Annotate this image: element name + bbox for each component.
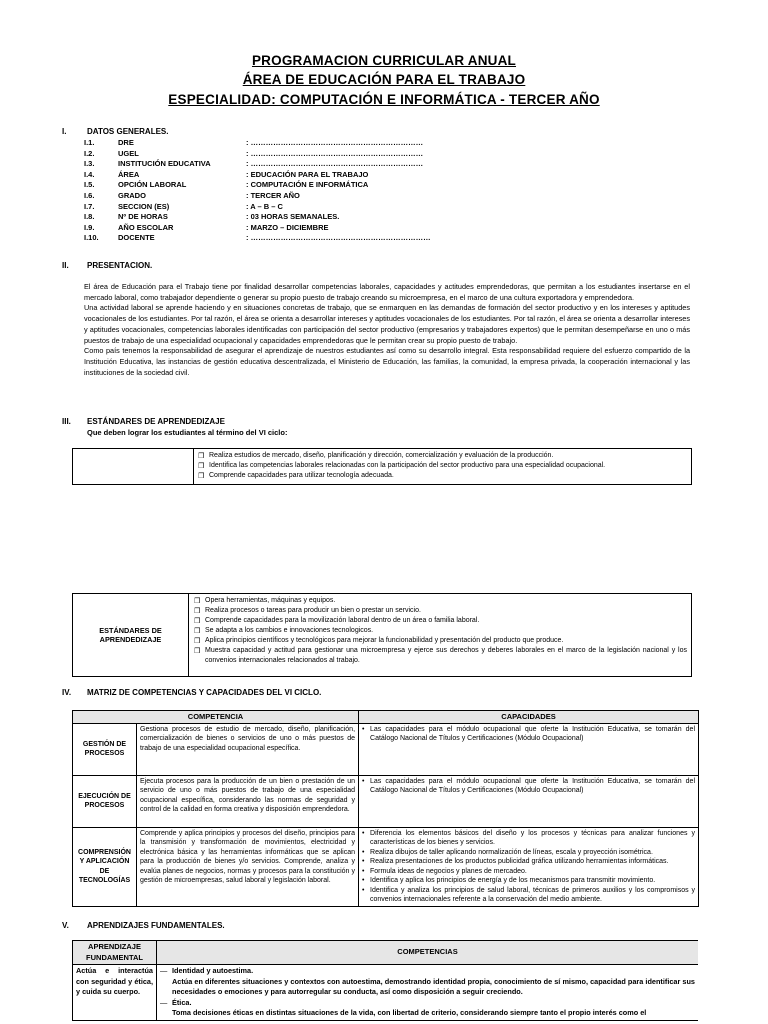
section-label: DATOS GENERALES. — [87, 127, 169, 136]
standard-item: ❒ Se adapta a los cambios e innovaciones tecnologicos. — [193, 626, 687, 636]
standards-box-2 — [72, 593, 692, 677]
matrix-header-row — [73, 711, 699, 724]
matrix-row — [73, 775, 699, 827]
capacity-item: • Identifica y aplica los principios de energía y de los mecanismos para transmitir movimiento. — [362, 876, 695, 886]
field-value: : …………………………………………………………… — [246, 148, 424, 158]
section-label: MATRIZ DE COMPETENCIAS Y CAPACIDADES DEL VI CICLO. — [87, 688, 322, 697]
fundamental-learning-clip — [72, 940, 698, 1024]
document-title-line-3: ESPECIALIDAD: COMPUTACIÓN E INFORMÁTICA - TERCER AÑO — [168, 92, 600, 107]
presentation-paragraph: Una actividad laboral se aprende haciendo y en situaciones concretas de trabajo, que se enmarquen en las demandas de formación del sector productivo y en los intereses y aptitudes vocacionales de los estudiantes. Por tal razón, el área se orienta a desarrollar intereses y aptitudes vocacionales de los estudiantes. Por tal razón, el área se orienta a desarrollar intereses y aptitudes vocacionales, competencias laborales identificadas con participación del sector productivo (empresarios y trabajadores expertos) que le permitan desempeñarse en uno o más puestos de trabajo de una especialidad ocupacional y capacidades emprendedoras que le permitan crear su propio puesto de trabajo. — [84, 303, 690, 345]
field-label: UGEL — [118, 148, 139, 158]
capacity-item: • Diferencia los elementos básicos del diseño y los procesos y técnicas para analizar funciones y características de los bienes y servicios. — [362, 829, 695, 848]
general-data-row — [84, 202, 684, 213]
row-number: I.6. — [84, 191, 95, 200]
competency-heading: Identidad y autoestima. — [172, 966, 254, 975]
standard-item: ❒ Comprende capacidades para utilizar tecnología adecuada. — [197, 471, 687, 481]
field-value: : COMPUTACIÓN E INFORMÁTICA — [246, 180, 369, 190]
field-label: INSTITUCIÓN EDUCATIVA — [118, 159, 211, 169]
standards-box-1 — [72, 448, 692, 485]
standard-item: ❒ Comprende capacidades para la movilización laboral dentro de un área o familia laboral. — [193, 616, 687, 626]
standard-item: ❒ Realiza estudios de mercado, diseño, planificación y dirección, comercialización y evaluación de la producción. — [197, 451, 687, 461]
matrix-row-label: GESTIÓN DE PROCESOS — [73, 723, 137, 775]
general-data-row — [84, 138, 684, 149]
competency-heading: Ética. — [172, 997, 192, 1007]
matrix-header-competencia: COMPETENCIA — [73, 711, 359, 724]
section-5-heading — [62, 921, 462, 932]
field-label: SECCION (ES) — [118, 201, 170, 211]
field-label: OPCIÓN LABORAL — [118, 180, 187, 190]
general-data-row — [84, 180, 684, 191]
matrix-row-label: EJECUCIÓN DE PROCESOS — [73, 775, 137, 827]
matrix-competencia: Comprende y aplica principios y procesos del diseño, principios para la transmisión y transformación de movimientos, electricidad y electrónica básica y las herramientas informáticas que se aplican para la producción de bienes y/o servicios. Comprende, analiza y evalúa planes de negocios, normas y procesos para la constitución y gestión de microempresas, salud laboral y legislación laboral. — [137, 827, 359, 906]
section-2-heading — [62, 261, 362, 272]
field-label: GRADO — [118, 191, 146, 200]
field-value: : 03 HORAS SEMANALES. — [246, 212, 340, 222]
presentation-paragraph: Como país tenemos la responsabilidad de asegurar el aprendizaje de nuestros estudiantes así como su desarrollo integral. Esta responsabilidad requiere del esfuerzo compartido de la Institución Educativa, las instancias de gestión educativa descentralizada, el Ministerio de Educación, las familias, la comunidad, la empresa privada, la cooperación internacional y las instituciones de la sociedad civil. — [84, 346, 690, 377]
row-number: I.1. — [84, 138, 95, 147]
field-value: : …………………………………………………………… — [246, 159, 424, 169]
matrix-row-label: COMPRENSIÓN Y APLICACIÓN DE TECNOLOGÍAS — [73, 827, 137, 906]
matrix-row — [73, 827, 699, 906]
field-label: Nº DE HORAS — [118, 212, 168, 222]
general-data-row — [84, 223, 684, 234]
section-label: PRESENTACION. — [87, 261, 153, 270]
section-1-heading — [62, 127, 362, 138]
general-data-row — [84, 159, 684, 170]
fundamental-header-learning: APRENDIZAJE FUNDAMENTAL — [73, 941, 157, 965]
field-label: ÁREA — [118, 169, 140, 179]
general-data-row — [84, 170, 684, 181]
section-4-heading — [62, 688, 462, 699]
field-value: : …………………………………………………………… — [246, 138, 424, 147]
field-value: : ……………………………………………………………… — [246, 233, 431, 243]
field-value: : MARZO – DICIEMBRE — [246, 222, 329, 232]
standards-list-2 — [193, 596, 687, 666]
row-number: I.4. — [84, 169, 95, 179]
field-label: DOCENTE — [118, 233, 155, 243]
matrix-capacidades — [359, 827, 699, 906]
capacity-item: • Realiza presentaciones de los productos publicidad gráfica utilizando herramientas informáticas. — [362, 857, 695, 867]
section-3-heading — [62, 417, 462, 428]
standards-box-2-label: ESTÁNDARES DE APRENDEDIZAJE — [73, 594, 189, 676]
document-title-line-2: ÁREA DE EDUCACIÓN PARA EL TRABAJO — [242, 72, 526, 87]
general-data-row — [84, 212, 684, 223]
competency-item — [160, 998, 695, 1019]
standards-subtitle: Que deben lograr los estudiantes al término del VI ciclo: — [87, 428, 288, 437]
fundamental-competencies — [157, 965, 699, 1021]
row-number: I.8. — [84, 212, 95, 222]
standards-list-1 — [197, 451, 687, 481]
competencies-matrix — [72, 710, 699, 907]
standard-item: ❒ Aplica principios científicos y tecnológicos para mejorar la funcionabilidad y presentación del producto que produce. — [193, 636, 687, 646]
section-number: III. — [62, 417, 71, 426]
matrix-competencia: Gestiona procesos de estudio de mercado, diseño, planificación, comercialización de bienes o servicios de uno o más puestos de trabajo de una especialidad ocupacional específica. — [137, 723, 359, 775]
fundamental-learning-table — [72, 940, 698, 1021]
document-title-line-1: PROGRAMACION CURRICULAR ANUAL — [251, 53, 517, 68]
standard-item: ❒ Identifica las competencias laborales relacionadas con la participación del sector productivo para una especialidad ocupacional. — [197, 461, 687, 471]
matrix-capacidades — [359, 723, 699, 775]
general-data-row — [84, 191, 684, 202]
capacity-item: • Las capacidades para el módulo ocupacional que oferte la Institución Educativa, se tomarán del Catálogo Nacional de Títulos y Certificaciones (Módulo Ocupacional) — [362, 777, 695, 796]
competency-text: Toma decisiones éticas en distintas situaciones de la vida, con libertad de criterio, considerando siempre tanto el propio interés como el — [172, 1008, 647, 1017]
capacity-item: • Realiza dibujos de taller aplicando normalización de líneas, escala y proyección isométrica. — [362, 848, 695, 858]
standard-item: ❒ Realiza procesos o tareas para producir un bien o prestar un servicio. — [193, 606, 687, 616]
section-number: V. — [62, 921, 69, 930]
field-label: AÑO ESCOLAR — [118, 222, 174, 232]
matrix-row — [73, 723, 699, 775]
section-label: ESTÁNDARES DE APRENDEDIZAJE — [87, 417, 225, 426]
competency-text: Actúa en diferentes situaciones y contextos con autoestima, demostrando identidad propia, conocimiento de sí mismo, capacidad para identificar sus necesidades o emociones y para autorregular su conducta, así como disposición a seguir creciendo. — [172, 976, 695, 996]
fundamental-row-label: Actúa e interactúa con seguridad y ética, y cuida su cuerpo. — [73, 965, 157, 1021]
general-data-row — [84, 149, 684, 160]
capacity-item: • Formula ideas de negocios y planes de mercadeo. — [362, 867, 695, 877]
row-number: I.9. — [84, 222, 95, 232]
capacity-item: • Identifica y analiza los principios de salud laboral, técnicas de primeros auxilios y los compromisos y convenios internacionales referente a la conservación del medio ambiente. — [362, 886, 695, 905]
matrix-header-capacidades: CAPACIDADES — [359, 711, 699, 724]
section-number: II. — [62, 261, 69, 270]
row-number: I.10. — [84, 233, 99, 243]
section-label: APRENDIZAJES FUNDAMENTALES. — [87, 921, 225, 930]
fundamental-header-row — [73, 941, 699, 965]
row-number: I.2. — [84, 148, 95, 158]
field-value: : EDUCACIÓN PARA EL TRABAJO — [246, 169, 369, 179]
capacity-item: • Las capacidades para el módulo ocupacional que oferte la Institución Educativa, se tomarán del Catálogo Nacional de Títulos y Certificaciones (Módulo Ocupacional) — [362, 725, 695, 744]
field-label: DRE — [118, 138, 134, 147]
competency-item — [160, 966, 695, 998]
fundamental-row — [73, 965, 699, 1021]
section-number: IV. — [62, 688, 72, 697]
fundamental-header-competencies: COMPETENCIAS — [157, 941, 699, 965]
matrix-competencia: Ejecuta procesos para la producción de un bien o prestación de un servicio de uno o más puestos de trabajo de una especialidad ocupacional específica, considerando las normas de seguridad y control de la calidad en forma creativa y disposición emprendedora. — [137, 775, 359, 827]
row-number: I.5. — [84, 180, 95, 190]
row-number: I.7. — [84, 201, 95, 211]
field-value: : TERCER AÑO — [246, 191, 300, 200]
matrix-capacidades — [359, 775, 699, 827]
section-number: I. — [62, 127, 67, 136]
general-data-row — [84, 233, 684, 244]
presentation-paragraph: El área de Educación para el Trabajo tiene por finalidad desarrollar competencias laborales, capacidades y actitudes emprendedoras, que permitan a los estudiantes insertarse en el mercado laboral, como trabajador dependiente o generar su propio puesto de trabajo creando su microempresa, en el marco de una cultura exportadora y emprendedora. — [84, 282, 690, 302]
field-value: : A – B – C — [246, 201, 283, 211]
standard-item: ❒ Opera herramientas, máquinas y equipos. — [193, 596, 687, 606]
standards-box-1-label — [73, 449, 194, 484]
row-number: I.3. — [84, 159, 95, 169]
presentation-text — [84, 282, 690, 378]
standard-item: ❒ Muestra capacidad y actitud para gestionar una microempresa y ejerce sus derechos y deberes laborales en el marco de la legislación nacional y los convenios internacionales relacionados al trabajo. — [193, 646, 687, 666]
